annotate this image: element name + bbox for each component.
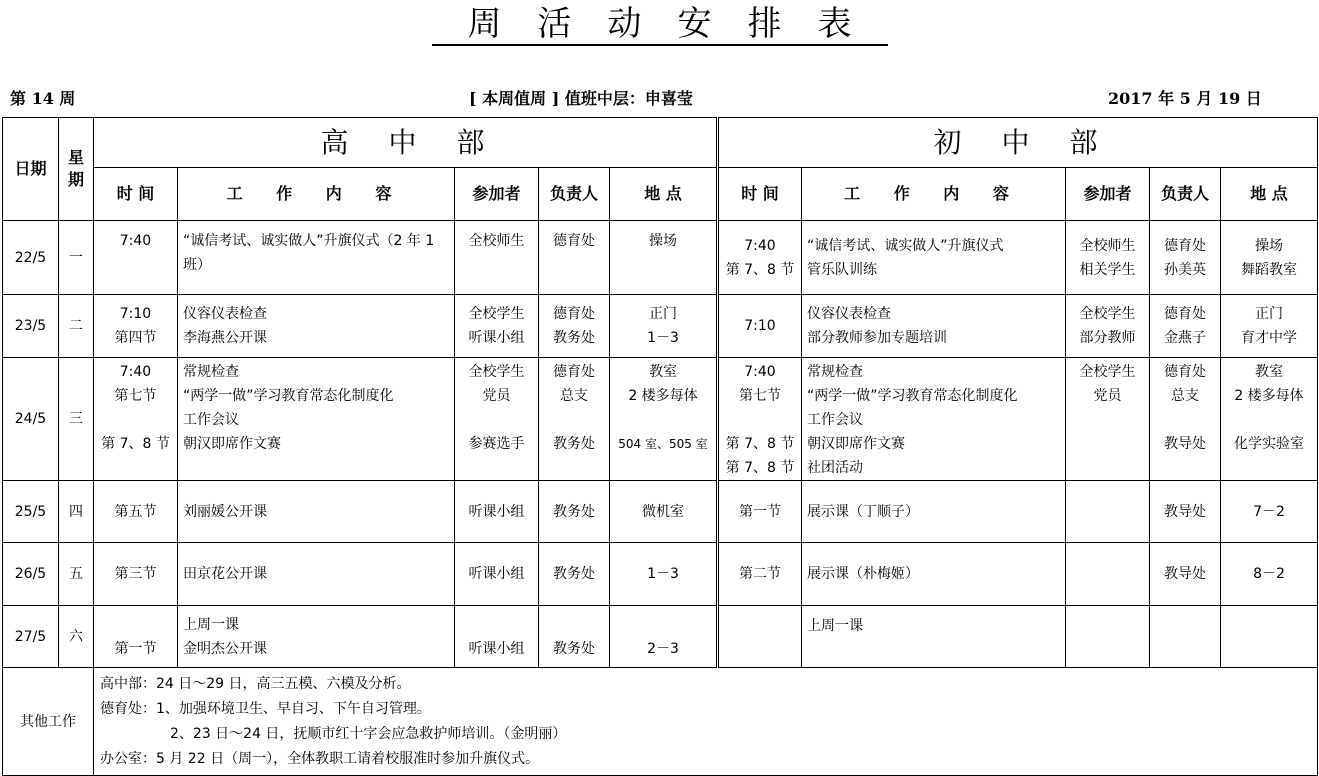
- row-weekday: 五: [59, 543, 94, 606]
- header-junior-time: 时 间: [718, 168, 802, 221]
- header-weekday: 星期: [59, 118, 94, 221]
- junior-content-cell: [802, 481, 1066, 543]
- senior-content-line: 常规检查: [183, 364, 239, 380]
- senior-time-cell: [94, 295, 178, 358]
- senior-participants-cell: [455, 543, 539, 606]
- senior-time-line: 第三节: [114, 566, 157, 582]
- senior-location-line: 2 楼多每体: [628, 388, 698, 404]
- junior-location-line: [1226, 456, 1312, 480]
- senior-time-cell: [94, 543, 178, 606]
- junior-responsible-line: 金燕子: [1164, 330, 1206, 346]
- junior-content-line: 仪容仪表检查: [807, 306, 891, 322]
- other-work-label: 其他工作: [3, 668, 94, 776]
- junior-responsible-line: 德育处: [1164, 237, 1206, 254]
- junior-location-line: 化学实验室: [1234, 436, 1304, 452]
- junior-location-cell: [1221, 358, 1318, 481]
- junior-content-line: 常规检查: [807, 364, 863, 380]
- senior-time-line: 第四节: [114, 330, 157, 346]
- junior-content-cell: [802, 295, 1066, 358]
- senior-content-line: 仪容仪表检查: [183, 306, 267, 322]
- junior-responsible-line: 德育处: [1164, 364, 1206, 380]
- senior-participants-line: 党员: [482, 388, 511, 404]
- senior-content-cell: [178, 481, 455, 543]
- senior-responsible-cell: [539, 295, 610, 358]
- senior-location-line: [615, 613, 711, 637]
- junior-responsible-cell: [1150, 606, 1221, 668]
- page-title: 周活动安排表: [0, 4, 1319, 46]
- senior-time-cell: [94, 481, 178, 543]
- row-date: 24/5: [3, 358, 59, 481]
- junior-time-line: [724, 408, 796, 432]
- senior-location-line: 正门: [649, 306, 677, 322]
- junior-responsible-line: 教导处: [1164, 566, 1206, 582]
- junior-responsible-cell: [1150, 295, 1221, 358]
- row-date: 27/5: [3, 606, 59, 668]
- header-senior-responsible: 负责人: [539, 168, 610, 221]
- senior-content-line: 田京花公开课: [183, 566, 267, 582]
- junior-content-cell: [802, 358, 1066, 481]
- senior-time-line: 7:40: [119, 233, 152, 249]
- row-date: 26/5: [3, 543, 59, 606]
- senior-content-cell: [178, 295, 455, 358]
- document-date: 2017 年 5 月 19 日: [1108, 89, 1262, 108]
- junior-participants-line: 全校师生: [1079, 237, 1136, 254]
- junior-location-cell: [1221, 295, 1318, 358]
- week-number: 第 14 周: [10, 89, 76, 108]
- header-date: 日期: [3, 118, 59, 221]
- senior-time-line: 第 7、8 节: [101, 436, 170, 452]
- senior-location-line: 1－3: [647, 330, 679, 346]
- junior-participants-line: [1071, 408, 1144, 432]
- header-junior-department: 初中部: [718, 118, 1318, 168]
- junior-location-line: 2 楼多每体: [1234, 388, 1304, 404]
- senior-location-cell: [610, 481, 718, 543]
- table-row: [3, 606, 1318, 668]
- junior-participants-line: 全校学生: [1079, 364, 1136, 380]
- senior-time-line: 7:10: [119, 306, 152, 322]
- other-work-line: 办公室：5 月 22 日（周一），全体教职工请着校服准时参加升旗仪式。: [100, 750, 540, 767]
- junior-participants-cell: [1066, 543, 1150, 606]
- junior-content-line: 展示课（朴梅姬）: [807, 566, 919, 582]
- header-senior-location: 地 点: [610, 168, 718, 221]
- row-date: 22/5: [3, 221, 59, 295]
- junior-location-cell: [1221, 543, 1318, 606]
- senior-responsible-line: [544, 613, 604, 637]
- senior-responsible-line: 德育处: [553, 233, 595, 249]
- senior-time-line: [99, 613, 172, 637]
- table-row: [3, 295, 1318, 358]
- junior-responsible-line: 教导处: [1164, 436, 1206, 452]
- junior-responsible-line: 孙美英: [1164, 261, 1206, 278]
- junior-content-cell: [802, 606, 1066, 668]
- junior-time-line: 第 7、8 节: [725, 436, 795, 452]
- header-junior-participants: 参加者: [1066, 168, 1150, 221]
- senior-participants-line: 听课小组: [468, 503, 525, 520]
- header-senior-content: 工 作 内 容: [178, 168, 455, 221]
- junior-responsible-line: 教导处: [1164, 503, 1206, 520]
- senior-time-line: [99, 408, 172, 432]
- senior-responsible-line: 总支: [560, 388, 588, 404]
- senior-participants-line: 全校学生: [468, 364, 525, 380]
- junior-location-line: [1226, 614, 1312, 638]
- junior-time-cell: [718, 358, 802, 481]
- senior-content-line: 李海燕公开课: [183, 330, 267, 346]
- junior-time-line: 第 7、8 节: [725, 261, 795, 278]
- junior-responsible-line: [1155, 408, 1215, 432]
- senior-content-cell: [178, 543, 455, 606]
- senior-content-line: 刘丽媛公开课: [183, 503, 267, 520]
- senior-participants-cell: [455, 221, 539, 295]
- table-row: [3, 358, 1318, 481]
- header-senior-department: 高中部: [94, 118, 718, 168]
- junior-participants-line: [1071, 614, 1144, 638]
- junior-time-cell: [718, 606, 802, 668]
- table-row: [3, 481, 1318, 543]
- senior-location-line: 2－3: [647, 640, 679, 657]
- table-row: [3, 221, 1318, 295]
- junior-participants-line: [1071, 562, 1144, 586]
- senior-responsible-line: 德育处: [553, 306, 595, 322]
- senior-location-line: 操场: [649, 233, 677, 249]
- row-weekday: 一: [59, 221, 94, 295]
- senior-content-line: “诚信考试、诚实做人”升旗仪式（2 年 1 班）: [183, 233, 435, 273]
- senior-time-line: 7:40: [119, 364, 152, 380]
- senior-location-line: 教室: [649, 364, 677, 380]
- senior-participants-line: 参赛选手: [468, 436, 525, 452]
- row-date: 25/5: [3, 481, 59, 543]
- senior-responsible-line: 教务处: [553, 503, 595, 520]
- junior-location-line: 正门: [1255, 306, 1283, 322]
- junior-participants-cell: [1066, 606, 1150, 668]
- junior-time-line: 7:10: [744, 318, 776, 334]
- senior-time-cell: [94, 221, 178, 295]
- senior-responsible-cell: [539, 481, 610, 543]
- senior-participants-cell: [455, 481, 539, 543]
- senior-responsible-line: 教务处: [553, 330, 595, 346]
- junior-responsible-line: 总支: [1171, 388, 1199, 404]
- senior-participants-line: 全校师生: [468, 233, 525, 249]
- junior-content-line: “诚信考试、诚实做人”升旗仪式: [807, 237, 1004, 254]
- junior-content-line: 社团活动: [807, 460, 863, 476]
- junior-content-line: 朝汉即席作文赛: [807, 436, 905, 452]
- row-weekday: 六: [59, 606, 94, 668]
- junior-content-line: 管乐队训练: [807, 261, 877, 278]
- senior-content-line: 金明杰公开课: [183, 640, 267, 657]
- junior-participants-line: [1071, 432, 1144, 456]
- senior-location-line: 微机室: [642, 503, 684, 520]
- junior-time-line: 第二节: [739, 566, 781, 582]
- row-weekday: 二: [59, 295, 94, 358]
- senior-location-line: [615, 408, 711, 432]
- senior-participants-cell: [455, 358, 539, 481]
- senior-responsible-line: 教务处: [553, 640, 595, 657]
- senior-participants-cell: [455, 295, 539, 358]
- senior-content-line: 工作会议: [183, 412, 239, 428]
- schedule-table: [2, 117, 1318, 776]
- senior-responsible-cell: [539, 543, 610, 606]
- senior-responsible-line: 德育处: [553, 364, 595, 380]
- junior-responsible-cell: [1150, 481, 1221, 543]
- senior-location-cell: [610, 295, 718, 358]
- senior-content-cell: [178, 358, 455, 481]
- other-work-line: 高中部：24 日～29 日，高三五模、六模及分析。: [100, 675, 411, 692]
- other-work-line: 2、23 日～24 日，抚顺市红十字会应急救护师培训。（金明丽）: [170, 725, 567, 742]
- senior-location-line: 504 室、505 室: [618, 437, 708, 451]
- junior-responsible-line: [1155, 614, 1215, 638]
- senior-content-line: 上周一课: [183, 616, 239, 633]
- senior-responsible-cell: [539, 358, 610, 481]
- junior-responsible-cell: [1150, 221, 1221, 295]
- senior-responsible-line: 教务处: [553, 566, 595, 582]
- senior-participants-cell: [455, 606, 539, 668]
- senior-responsible-cell: [539, 221, 610, 295]
- junior-location-line: 育才中学: [1241, 330, 1297, 346]
- senior-location-cell: [610, 358, 718, 481]
- junior-responsible-cell: [1150, 543, 1221, 606]
- senior-content-cell: [178, 606, 455, 668]
- junior-location-cell: [1221, 221, 1318, 295]
- junior-participants-line: 部分教师: [1079, 330, 1136, 346]
- senior-time-cell: [94, 606, 178, 668]
- junior-location-line: [1226, 408, 1312, 432]
- senior-responsible-line: [544, 408, 604, 432]
- senior-time-line: 第一节: [114, 640, 157, 657]
- junior-time-line: 7:40: [744, 364, 776, 380]
- senior-time-line: 第五节: [114, 503, 157, 520]
- junior-participants-cell: [1066, 481, 1150, 543]
- junior-time-line: [724, 614, 796, 638]
- junior-participants-line: 全校学生: [1079, 306, 1136, 322]
- row-weekday: 四: [59, 481, 94, 543]
- junior-participants-cell: [1066, 295, 1150, 358]
- header-senior-participants: 参加者: [455, 168, 539, 221]
- duty-officer: [ 本周值周 ] 值班中层：申喜莹: [469, 89, 693, 108]
- junior-participants-line: 党员: [1093, 388, 1122, 404]
- table-row: [3, 543, 1318, 606]
- junior-time-cell: [718, 221, 802, 295]
- junior-participants-cell: [1066, 221, 1150, 295]
- row-weekday: 三: [59, 358, 94, 481]
- junior-content-line: 展示课（丁顺子）: [807, 503, 919, 520]
- other-work-line: 德育处：1、加强环境卫生、早自习、下午自习管理。: [100, 700, 431, 717]
- senior-participants-line: [460, 613, 533, 637]
- junior-content-cell: [802, 543, 1066, 606]
- senior-content-line: “两学一做”学习教育常态化制度化: [183, 388, 394, 404]
- junior-location-cell: [1221, 481, 1318, 543]
- junior-location-line: 7－2: [1253, 503, 1285, 520]
- junior-content-line: 部分教师参加专题培训: [807, 330, 947, 346]
- senior-location-line: 1－3: [647, 566, 679, 582]
- junior-responsible-cell: [1150, 358, 1221, 481]
- senior-location-cell: [610, 221, 718, 295]
- junior-content-cell: [802, 221, 1066, 295]
- junior-time-line: 第一节: [739, 503, 781, 520]
- senior-location-cell: [610, 543, 718, 606]
- junior-responsible-line: [1155, 456, 1215, 480]
- row-date: 23/5: [3, 295, 59, 358]
- junior-participants-line: [1071, 500, 1144, 524]
- senior-participants-line: 听课小组: [468, 330, 525, 346]
- junior-location-line: 操场: [1255, 237, 1283, 254]
- senior-participants-line: 全校学生: [468, 306, 525, 322]
- senior-location-cell: [610, 606, 718, 668]
- junior-content-line: “两学一做”学习教育常态化制度化: [807, 388, 1018, 404]
- header-junior-content: 工 作 内 容: [802, 168, 1066, 221]
- junior-content-line: [807, 638, 1060, 662]
- senior-participants-line: 听课小组: [468, 566, 525, 582]
- senior-participants-line: [460, 408, 533, 432]
- senior-participants-line: 听课小组: [468, 640, 525, 657]
- senior-time-cell: [94, 358, 178, 481]
- senior-time-line: 第七节: [114, 388, 157, 404]
- header-senior-time: 时 间: [94, 168, 178, 221]
- junior-content-line: 工作会议: [807, 412, 863, 428]
- other-work-content: [94, 668, 1318, 776]
- junior-time-cell: [718, 295, 802, 358]
- junior-location-line: 教室: [1255, 364, 1283, 380]
- junior-responsible-line: 德育处: [1164, 306, 1206, 322]
- junior-time-cell: [718, 543, 802, 606]
- junior-time-line: 第七节: [739, 388, 781, 404]
- header-junior-location: 地 点: [1221, 168, 1318, 221]
- junior-time-line: 7:40: [744, 237, 776, 254]
- junior-location-line: 舞蹈教室: [1241, 261, 1297, 278]
- senior-content-cell: [178, 221, 455, 295]
- junior-content-line: 上周一课: [807, 618, 863, 634]
- junior-time-line: 第 7、8 节: [725, 460, 795, 476]
- senior-responsible-cell: [539, 606, 610, 668]
- senior-responsible-line: 教务处: [553, 436, 595, 452]
- header-junior-responsible: 负责人: [1150, 168, 1221, 221]
- junior-participants-line: 相关学生: [1079, 261, 1136, 278]
- junior-participants-cell: [1066, 358, 1150, 481]
- junior-location-line: 8－2: [1253, 566, 1285, 582]
- junior-location-cell: [1221, 606, 1318, 668]
- junior-participants-line: [1071, 456, 1144, 480]
- junior-time-cell: [718, 481, 802, 543]
- senior-content-line: 朝汉即席作文赛: [183, 436, 281, 452]
